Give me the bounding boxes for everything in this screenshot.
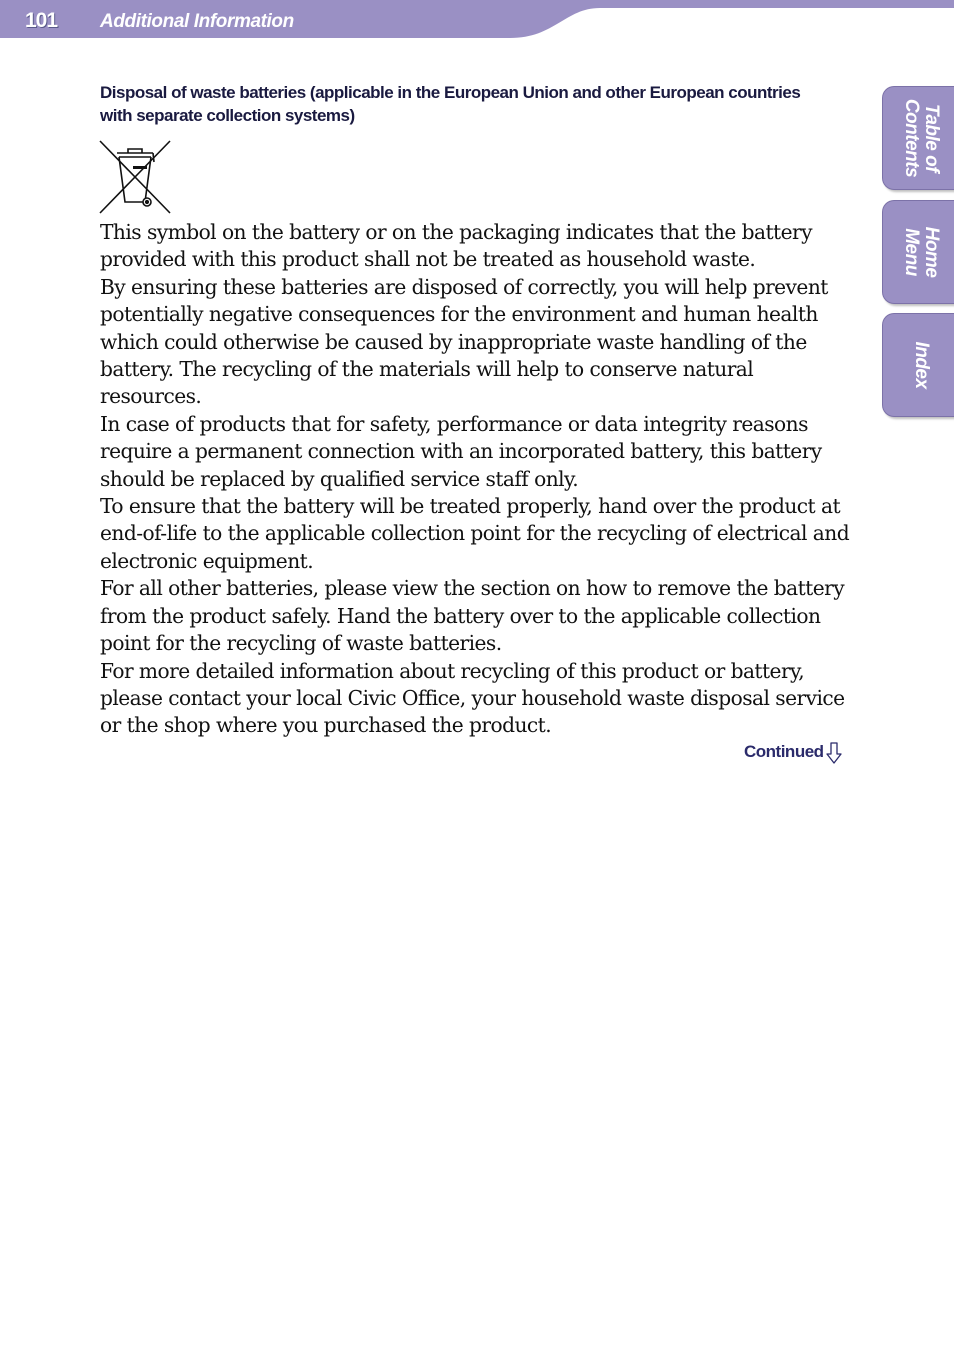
tab-home-menu[interactable] <box>882 200 954 304</box>
crossed-out-wheelie-bin-icon <box>99 140 171 214</box>
tab-index-label: Index <box>911 341 932 389</box>
paragraph: For all other batteries, please view the section on how to remove the battery from the product safely. Hand the battery over to the applicable collection point for the recycling of waste batteries. <box>100 576 845 656</box>
page-number: 101 <box>25 9 58 32</box>
continued-label: Continued <box>744 742 824 761</box>
tab-table-of-contents-label: Table of Contents <box>901 98 942 178</box>
section-heading: Disposal of waste batteries (applicable in the European Union and other European countries with separate collection systems) <box>100 83 801 125</box>
paragraph: To ensure that the battery will be treated properly, hand over the product at end-of-life to the applicable collection point for the recycling of electrical and electronic equipment. <box>100 494 850 573</box>
paragraph: In case of products that for safety, performance or data integrity reasons require a permanent connection with an incorporated battery, this battery should be replaced by qualified service staff only. <box>100 411 822 491</box>
paragraph: For more detailed information about recycling of this product or battery, please contact your local Civic Office, your household waste disposal service or the shop where you purchased the product. <box>100 658 845 738</box>
paragraph: This symbol on the battery or on the packaging indicates that the battery provided with this product shall not be treated as household waste. <box>100 220 812 272</box>
paragraph: By ensuring these batteries are disposed of correctly, you will help prevent potentially negative consequences for the environment and human health which could otherwise be caused by inappropriate waste handling of the battery. The recycling of the materials will help to conserve natural resources. <box>100 274 828 409</box>
section-title: Additional Information <box>100 11 294 32</box>
down-arrow-icon <box>825 741 843 765</box>
tab-index[interactable] <box>882 313 954 417</box>
body-text <box>100 219 852 740</box>
page-header <box>0 0 954 40</box>
tab-table-of-contents[interactable] <box>882 86 954 190</box>
tab-home-menu-label: Home Menu <box>901 226 942 278</box>
